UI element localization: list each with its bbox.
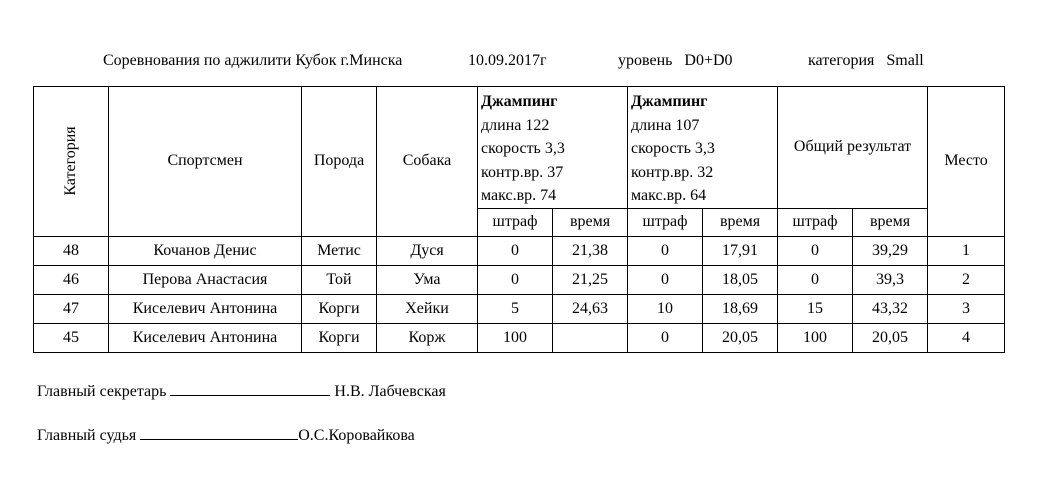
header-dog: Собака — [377, 87, 478, 237]
header-category — [34, 87, 109, 237]
event-1-length: длина 122 — [481, 116, 550, 134]
cell-time-total: 39,3 — [853, 265, 928, 294]
cell-athlete: Перова Анастасия — [109, 265, 302, 294]
competition-date: 10.09.2017г — [468, 52, 547, 69]
document-header — [0, 52, 1040, 74]
cell-penalty-2: 0 — [628, 265, 703, 294]
cell-time-1: 21,25 — [553, 265, 628, 294]
secretary-name: Н.В. Лабчевская — [334, 383, 446, 400]
cell-category: 48 — [34, 236, 109, 265]
header-category-label: Категория — [62, 126, 79, 196]
judge-signature — [37, 425, 415, 445]
subheader-penalty-1: штраф — [478, 208, 553, 236]
subheader-time-2: время — [703, 208, 778, 236]
table-row — [34, 323, 1005, 352]
cell-category: 45 — [34, 323, 109, 352]
cell-time-1: 21,38 — [553, 236, 628, 265]
cell-time-total: 43,32 — [853, 294, 928, 323]
cell-breed: Метис — [302, 236, 377, 265]
table-row — [34, 236, 1005, 265]
cell-athlete: Кочанов Денис — [109, 236, 302, 265]
cell-category: 47 — [34, 294, 109, 323]
cell-athlete: Киселевич Антонина — [109, 323, 302, 352]
cell-time-2: 18,69 — [703, 294, 778, 323]
cell-breed: Той — [302, 265, 377, 294]
cell-dog: Хейки — [377, 294, 478, 323]
results-table — [33, 86, 1005, 353]
cell-penalty-total: 0 — [778, 265, 853, 294]
cell-category: 46 — [34, 265, 109, 294]
judge-label: Главный судья — [37, 427, 137, 444]
cell-penalty-1: 100 — [478, 323, 553, 352]
judge-signature-line — [140, 425, 298, 440]
cell-penalty-total: 0 — [778, 236, 853, 265]
cell-athlete: Киселевич Антонина — [109, 294, 302, 323]
cell-time-2: 20,05 — [703, 323, 778, 352]
subheader-time-total: время — [853, 208, 928, 236]
event-1-control-time: контр.вр. 37 — [481, 163, 564, 181]
cell-penalty-2: 0 — [628, 323, 703, 352]
event-2-name: Джампинг — [631, 93, 708, 110]
table-row — [34, 265, 1005, 294]
event-2-length: длина 107 — [631, 116, 700, 134]
event-1-max-time: макс.вр. 74 — [481, 187, 557, 204]
header-overall: Общий результат — [778, 87, 928, 209]
cell-penalty-1: 5 — [478, 294, 553, 323]
cell-time-2: 18,05 — [703, 265, 778, 294]
judge-name: О.С.Коровайкова — [298, 427, 415, 444]
header-breed: Порода — [302, 87, 377, 237]
cell-time-1 — [553, 323, 628, 352]
cell-dog: Корж — [377, 323, 478, 352]
cell-penalty-1: 0 — [478, 236, 553, 265]
header-athlete: Спортсмен — [109, 87, 302, 237]
secretary-signature-line — [170, 381, 330, 396]
competition-level: уровень D0+D0 — [618, 52, 733, 69]
cell-place: 1 — [928, 236, 1005, 265]
cell-penalty-1: 0 — [478, 265, 553, 294]
competition-title: Соревнования по аджилити Кубок г.Минска — [103, 52, 403, 69]
cell-place: 2 — [928, 265, 1005, 294]
event-2-control-time: контр.вр. 32 — [631, 163, 714, 181]
event-2-max-time: макс.вр. 64 — [631, 187, 707, 204]
table-row — [34, 294, 1005, 323]
cell-penalty-total: 15 — [778, 294, 853, 323]
cell-dog: Ума — [377, 265, 478, 294]
competition-category: категория Small — [808, 52, 924, 69]
cell-penalty-total: 100 — [778, 323, 853, 352]
cell-breed: Корги — [302, 323, 377, 352]
cell-breed: Корги — [302, 294, 377, 323]
event-2-speed: скорость 3,3 — [631, 140, 715, 157]
header-place: Место — [928, 87, 1005, 237]
subheader-time-1: время — [553, 208, 628, 236]
cell-place: 3 — [928, 294, 1005, 323]
table-header-row — [34, 87, 1005, 209]
subheader-penalty-total: штраф — [778, 208, 853, 236]
header-event-2 — [628, 87, 778, 209]
secretary-signature — [37, 381, 446, 401]
subheader-penalty-2: штраф — [628, 208, 703, 236]
secretary-label: Главный секретарь — [37, 383, 167, 400]
event-1-name: Джампинг — [481, 93, 558, 110]
event-1-speed: скорость 3,3 — [481, 140, 565, 157]
cell-dog: Дуся — [377, 236, 478, 265]
cell-place: 4 — [928, 323, 1005, 352]
cell-time-2: 17,91 — [703, 236, 778, 265]
cell-time-total: 39,29 — [853, 236, 928, 265]
cell-time-total: 20,05 — [853, 323, 928, 352]
header-event-1 — [478, 87, 628, 209]
cell-penalty-2: 10 — [628, 294, 703, 323]
cell-penalty-2: 0 — [628, 236, 703, 265]
cell-time-1: 24,63 — [553, 294, 628, 323]
